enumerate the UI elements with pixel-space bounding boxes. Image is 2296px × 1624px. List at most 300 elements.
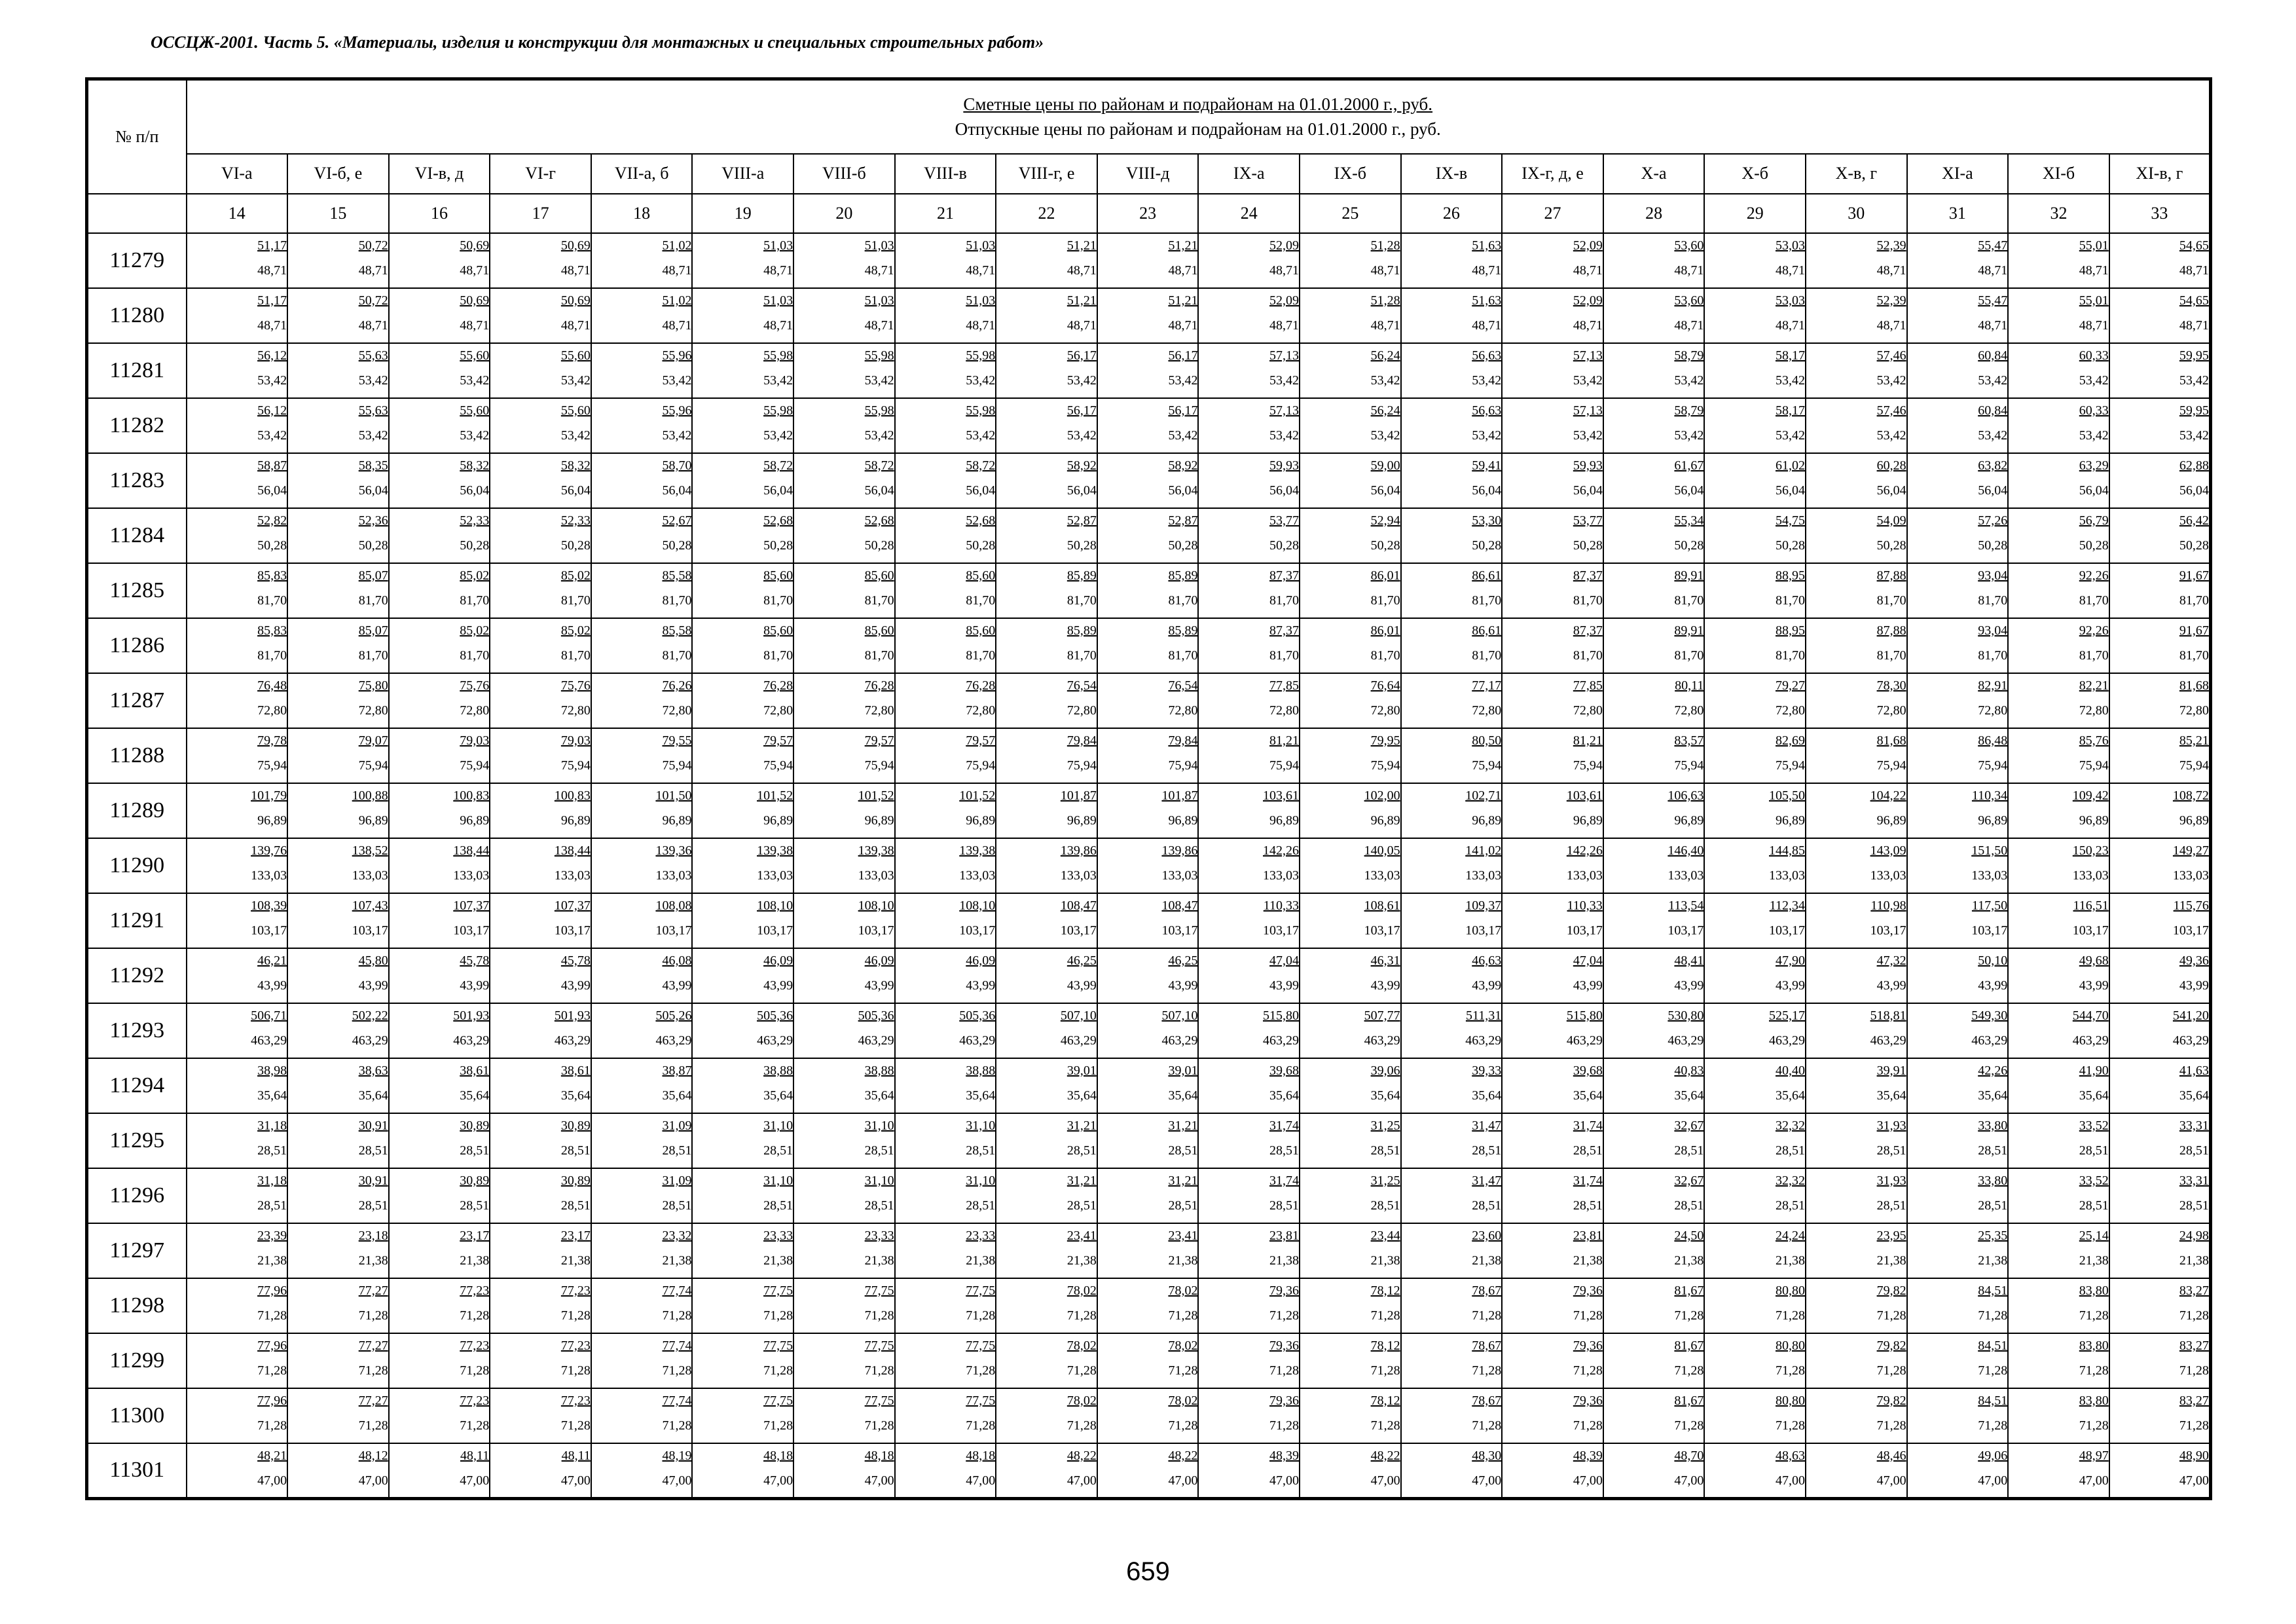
estimated-price: 40,40 <box>1776 1063 1805 1078</box>
release-price: 71,28 <box>2179 1363 2209 1378</box>
estimated-price: 78,67 <box>1472 1283 1502 1298</box>
estimated-price: 101,52 <box>959 788 996 803</box>
estimated-price: 77,23 <box>460 1393 490 1408</box>
price-cell <box>895 343 996 398</box>
price-cell <box>793 508 895 563</box>
estimated-price: 79,57 <box>763 733 793 748</box>
price-cell <box>187 1333 288 1388</box>
item-number: 11289 <box>87 783 187 838</box>
release-price: 96,89 <box>1674 813 1704 828</box>
release-price: 75,94 <box>1573 758 1603 773</box>
estimated-price: 57,46 <box>1876 403 1906 418</box>
release-price: 81,70 <box>1472 648 1502 663</box>
estimated-price: 77,23 <box>560 1393 591 1408</box>
release-price: 28,51 <box>2079 1198 2109 1213</box>
price-cell <box>1198 1333 1300 1388</box>
estimated-price: 77,85 <box>1573 678 1603 693</box>
release-price: 72,80 <box>460 703 490 718</box>
estimated-price: 515,80 <box>1566 1008 1603 1023</box>
estimated-price: 79,36 <box>1269 1393 1300 1408</box>
release-price: 53,42 <box>2079 428 2109 443</box>
release-price: 50,28 <box>2079 538 2109 553</box>
release-price: 47,00 <box>1776 1473 1805 1488</box>
price-cell <box>591 398 693 453</box>
estimated-price: 55,98 <box>966 403 996 418</box>
release-price: 56,04 <box>1674 483 1704 498</box>
price-cell <box>1704 1333 1806 1388</box>
price-cell <box>1603 1058 1705 1113</box>
region-header: X-б <box>1704 154 1806 194</box>
release-price: 48,71 <box>1168 318 1198 333</box>
price-cell <box>2008 563 2109 618</box>
release-price: 96,89 <box>257 813 287 828</box>
estimated-price: 139,38 <box>858 843 894 858</box>
price-cell <box>1097 233 1199 288</box>
price-cell <box>1704 563 1806 618</box>
estimated-price: 77,23 <box>460 1283 490 1298</box>
price-cell <box>389 1003 490 1058</box>
price-cell <box>2008 1168 2109 1223</box>
estimated-price: 113,54 <box>1668 898 1704 913</box>
release-price: 81,70 <box>1978 593 2008 608</box>
estimated-price: 54,65 <box>2179 238 2209 253</box>
price-cell <box>287 1278 389 1333</box>
release-price: 96,89 <box>1269 813 1300 828</box>
estimated-price: 48,30 <box>1472 1449 1502 1463</box>
price-cell <box>1097 453 1199 508</box>
price-cell <box>187 1223 288 1278</box>
estimated-price: 23,32 <box>662 1228 692 1243</box>
release-price: 28,51 <box>1776 1143 1805 1158</box>
price-cell <box>1907 1443 2009 1498</box>
estimated-price: 85,60 <box>763 623 793 638</box>
release-price: 47,00 <box>1168 1473 1198 1488</box>
column-number: 18 <box>591 194 693 233</box>
price-cell <box>2008 893 2109 948</box>
release-price: 81,70 <box>257 648 287 663</box>
estimated-price: 51,03 <box>966 293 996 308</box>
price-cell <box>2109 1113 2211 1168</box>
column-number: 22 <box>996 194 1097 233</box>
region-header: XI-в, г <box>2109 154 2211 194</box>
release-price: 133,03 <box>1769 868 1805 883</box>
release-price: 71,28 <box>1370 1418 1400 1433</box>
estimated-price: 515,80 <box>1263 1008 1300 1023</box>
estimated-price: 48,12 <box>358 1449 388 1463</box>
estimated-price: 31,10 <box>966 1173 996 1188</box>
price-cell <box>490 343 591 398</box>
release-price: 133,03 <box>554 868 591 883</box>
estimated-price: 46,09 <box>763 953 793 968</box>
price-cell <box>2109 1223 2211 1278</box>
price-cell <box>895 1443 996 1498</box>
estimated-price: 77,75 <box>763 1393 793 1408</box>
estimated-price: 48,63 <box>1776 1449 1805 1463</box>
estimated-price: 51,03 <box>864 293 894 308</box>
release-price: 28,51 <box>662 1143 692 1158</box>
estimated-price: 85,07 <box>358 623 388 638</box>
price-cell <box>1603 508 1705 563</box>
estimated-price: 93,04 <box>1978 623 2008 638</box>
estimated-price: 48,22 <box>1370 1449 1400 1463</box>
estimated-price: 85,60 <box>864 568 894 583</box>
price-cell <box>1401 728 1503 783</box>
estimated-price: 57,26 <box>1978 513 2008 528</box>
release-price: 71,28 <box>257 1418 287 1433</box>
price-cell <box>2008 288 2109 343</box>
estimated-price: 525,17 <box>1769 1008 1805 1023</box>
release-price: 96,89 <box>460 813 490 828</box>
price-cell <box>1806 563 1907 618</box>
release-price: 81,70 <box>662 648 692 663</box>
price-cell <box>996 1168 1097 1223</box>
release-price: 463,29 <box>1060 1033 1097 1048</box>
price-cell <box>1097 398 1199 453</box>
price-cell <box>389 838 490 893</box>
release-price: 43,99 <box>1978 978 2008 993</box>
release-price: 48,71 <box>1472 318 1502 333</box>
price-cell <box>2008 948 2109 1003</box>
estimated-price: 101,50 <box>655 788 692 803</box>
price-cell <box>1603 1388 1705 1443</box>
release-price: 53,42 <box>1269 373 1300 388</box>
estimated-price: 49,68 <box>2079 953 2109 968</box>
price-cell <box>1300 1058 1401 1113</box>
release-price: 53,42 <box>763 428 793 443</box>
price-cell <box>591 948 693 1003</box>
release-price: 50,28 <box>1978 538 2008 553</box>
release-price: 81,70 <box>1776 593 1805 608</box>
estimated-price: 77,74 <box>662 1283 692 1298</box>
item-number: 11301 <box>87 1443 187 1498</box>
price-cell <box>793 1388 895 1443</box>
release-price: 35,64 <box>1472 1088 1502 1103</box>
release-price: 96,89 <box>1370 813 1400 828</box>
release-price: 43,99 <box>1066 978 1097 993</box>
price-cell <box>1300 673 1401 728</box>
estimated-price: 51,21 <box>1168 293 1198 308</box>
release-price: 103,17 <box>1364 923 1400 938</box>
price-cell <box>1704 948 1806 1003</box>
estimated-price: 31,18 <box>257 1118 287 1133</box>
price-cell <box>793 398 895 453</box>
price-cell <box>2008 783 2109 838</box>
release-price: 53,42 <box>966 428 996 443</box>
estimated-price: 105,50 <box>1769 788 1805 803</box>
release-price: 71,28 <box>2179 1308 2209 1323</box>
estimated-price: 83,80 <box>2079 1338 2109 1353</box>
estimated-price: 138,52 <box>352 843 388 858</box>
estimated-price: 33,80 <box>1978 1118 2008 1133</box>
estimated-price: 79,36 <box>1573 1338 1603 1353</box>
release-price: 53,42 <box>1370 373 1400 388</box>
column-number: 33 <box>2109 194 2211 233</box>
price-table <box>85 77 2212 1500</box>
region-header: IX-б <box>1300 154 1401 194</box>
estimated-price: 24,24 <box>1776 1228 1805 1243</box>
release-price: 53,42 <box>1472 428 1502 443</box>
price-cell <box>187 1168 288 1223</box>
price-cell <box>1603 618 1705 673</box>
estimated-price: 51,02 <box>662 293 692 308</box>
estimated-price: 48,39 <box>1269 1449 1300 1463</box>
price-cell <box>692 288 793 343</box>
price-cell <box>1502 1058 1603 1113</box>
price-cell <box>1401 453 1503 508</box>
estimated-price: 139,86 <box>1060 843 1097 858</box>
release-price: 48,71 <box>1876 318 1906 333</box>
release-price: 47,00 <box>358 1473 388 1488</box>
release-price: 35,64 <box>257 1088 287 1103</box>
release-price: 50,28 <box>460 538 490 553</box>
price-cell <box>1704 398 1806 453</box>
price-cell <box>1097 673 1199 728</box>
release-price: 53,42 <box>1674 373 1704 388</box>
release-price: 48,71 <box>1168 263 1198 278</box>
price-cell <box>389 948 490 1003</box>
estimated-price: 80,11 <box>1675 678 1704 693</box>
release-price: 71,28 <box>1472 1363 1502 1378</box>
release-price: 72,80 <box>1573 703 1603 718</box>
estimated-price: 30,89 <box>560 1173 591 1188</box>
price-cell <box>2109 673 2211 728</box>
release-price: 28,51 <box>1978 1143 2008 1158</box>
release-price: 43,99 <box>358 978 388 993</box>
price-cell <box>1806 838 1907 893</box>
price-cell <box>1401 783 1503 838</box>
price-cell <box>2109 728 2211 783</box>
estimated-price: 31,10 <box>763 1173 793 1188</box>
price-cell <box>793 1003 895 1058</box>
release-price: 53,42 <box>2179 373 2209 388</box>
release-price: 71,28 <box>1573 1418 1603 1433</box>
release-price: 72,80 <box>763 703 793 718</box>
estimated-price: 48,90 <box>2179 1449 2209 1463</box>
estimated-price: 39,68 <box>1269 1063 1300 1078</box>
price-cell <box>895 1113 996 1168</box>
price-cell <box>996 508 1097 563</box>
estimated-price: 38,88 <box>966 1063 996 1078</box>
price-cell <box>1603 1333 1705 1388</box>
price-cell <box>1806 728 1907 783</box>
item-number: 11286 <box>87 618 187 673</box>
estimated-price: 23,81 <box>1573 1228 1603 1243</box>
release-price: 48,71 <box>966 318 996 333</box>
price-cell <box>1907 673 2009 728</box>
release-price: 71,28 <box>1269 1418 1300 1433</box>
release-price: 72,80 <box>1876 703 1906 718</box>
item-number: 11292 <box>87 948 187 1003</box>
estimated-price: 50,10 <box>1978 953 2008 968</box>
estimated-price: 101,87 <box>1060 788 1097 803</box>
release-price: 47,00 <box>966 1473 996 1488</box>
estimated-price: 107,37 <box>554 898 591 913</box>
table-row <box>87 343 2211 398</box>
price-cell <box>692 1113 793 1168</box>
release-price: 43,99 <box>1573 978 1603 993</box>
release-price: 81,70 <box>1269 648 1300 663</box>
release-price: 43,99 <box>1168 978 1198 993</box>
release-price: 133,03 <box>251 868 287 883</box>
column-number: 20 <box>793 194 895 233</box>
price-cell <box>793 1443 895 1498</box>
estimated-price: 77,23 <box>560 1338 591 1353</box>
price-cell <box>389 1058 490 1113</box>
estimated-price: 51,02 <box>662 238 692 253</box>
estimated-price: 79,55 <box>662 733 692 748</box>
release-price: 21,38 <box>1776 1253 1805 1268</box>
release-price: 28,51 <box>1978 1198 2008 1213</box>
release-price: 81,70 <box>1674 593 1704 608</box>
estimated-price: 78,12 <box>1370 1283 1400 1298</box>
price-cell <box>1806 1113 1907 1168</box>
estimated-price: 150,23 <box>2072 843 2109 858</box>
item-number: 11284 <box>87 508 187 563</box>
estimated-price: 31,21 <box>1066 1173 1097 1188</box>
estimated-price: 78,02 <box>1066 1338 1097 1353</box>
price-cell <box>187 1443 288 1498</box>
estimated-price: 60,33 <box>2079 348 2109 363</box>
price-cell <box>1300 1223 1401 1278</box>
release-price: 28,51 <box>2179 1198 2209 1213</box>
price-cell <box>2109 508 2211 563</box>
release-price: 133,03 <box>1263 868 1300 883</box>
price-cell <box>996 783 1097 838</box>
price-cell <box>490 893 591 948</box>
estimated-price: 102,00 <box>1364 788 1400 803</box>
release-price: 47,00 <box>1573 1473 1603 1488</box>
price-cell <box>1907 343 2009 398</box>
release-price: 28,51 <box>763 1143 793 1158</box>
price-cell <box>1198 1278 1300 1333</box>
estimated-price: 86,61 <box>1472 568 1502 583</box>
release-price: 103,17 <box>2172 923 2209 938</box>
price-cell <box>490 1223 591 1278</box>
release-price: 75,94 <box>1978 758 2008 773</box>
price-cell <box>692 948 793 1003</box>
release-price: 48,71 <box>1269 318 1300 333</box>
release-price: 47,00 <box>2179 1473 2209 1488</box>
price-cell <box>1806 673 1907 728</box>
release-price: 71,28 <box>763 1363 793 1378</box>
estimated-price: 58,70 <box>662 458 692 473</box>
estimated-price: 50,69 <box>460 238 490 253</box>
price-cell <box>996 893 1097 948</box>
release-price: 463,29 <box>1566 1033 1603 1048</box>
price-cell <box>1097 563 1199 618</box>
release-price: 50,28 <box>1066 538 1097 553</box>
estimated-price: 78,02 <box>1066 1283 1097 1298</box>
release-price: 71,28 <box>763 1418 793 1433</box>
column-number: 15 <box>287 194 389 233</box>
estimated-price: 544,70 <box>2072 1008 2109 1023</box>
release-price: 28,51 <box>460 1198 490 1213</box>
release-price: 21,38 <box>1876 1253 1906 1268</box>
release-price: 71,28 <box>864 1308 894 1323</box>
release-price: 47,00 <box>1876 1473 1906 1488</box>
release-price: 35,64 <box>1776 1088 1805 1103</box>
column-number: 23 <box>1097 194 1199 233</box>
estimated-price: 31,21 <box>1066 1118 1097 1133</box>
price-cell <box>591 1058 693 1113</box>
estimated-price: 48,97 <box>2079 1449 2109 1463</box>
estimated-price: 49,36 <box>2179 953 2209 968</box>
estimated-price: 116,51 <box>2073 898 2109 913</box>
estimated-price: 143,09 <box>1870 843 1906 858</box>
price-cell <box>591 288 693 343</box>
estimated-price: 144,85 <box>1769 843 1805 858</box>
release-price: 463,29 <box>959 1033 996 1048</box>
release-price: 56,04 <box>966 483 996 498</box>
estimated-price: 87,88 <box>1876 568 1906 583</box>
release-price: 71,28 <box>1472 1418 1502 1433</box>
estimated-price: 77,27 <box>358 1393 388 1408</box>
item-number: 11282 <box>87 398 187 453</box>
release-price: 133,03 <box>757 868 793 883</box>
price-cell <box>996 233 1097 288</box>
estimated-price: 85,89 <box>1066 568 1097 583</box>
release-price: 48,71 <box>763 263 793 278</box>
price-cell <box>287 838 389 893</box>
price-cell <box>1502 673 1603 728</box>
price-cell <box>895 1058 996 1113</box>
estimated-price: 87,37 <box>1269 568 1300 583</box>
release-price: 133,03 <box>1566 868 1603 883</box>
price-cell <box>692 343 793 398</box>
release-price: 48,71 <box>358 263 388 278</box>
estimated-price: 39,01 <box>1168 1063 1198 1078</box>
release-price: 35,64 <box>1573 1088 1603 1103</box>
price-cell <box>1603 288 1705 343</box>
price-cell <box>1198 893 1300 948</box>
release-price: 103,17 <box>554 923 591 938</box>
release-price: 72,80 <box>1269 703 1300 718</box>
release-price: 48,71 <box>560 318 591 333</box>
estimated-price: 31,10 <box>966 1118 996 1133</box>
release-price: 81,70 <box>358 648 388 663</box>
release-price: 50,28 <box>1573 538 1603 553</box>
price-cell <box>895 783 996 838</box>
price-cell <box>692 1388 793 1443</box>
release-price: 463,29 <box>1667 1033 1704 1048</box>
release-price: 50,28 <box>358 538 388 553</box>
estimated-price: 33,80 <box>1978 1173 2008 1188</box>
price-cell <box>895 1168 996 1223</box>
estimated-price: 55,34 <box>1674 513 1704 528</box>
price-cell <box>793 948 895 1003</box>
item-number: 11285 <box>87 563 187 618</box>
estimated-price: 142,26 <box>1566 843 1603 858</box>
estimated-price: 52,09 <box>1269 293 1300 308</box>
release-price: 48,71 <box>864 318 894 333</box>
release-price: 96,89 <box>1066 813 1097 828</box>
estimated-price: 58,79 <box>1674 403 1704 418</box>
estimated-price: 79,57 <box>864 733 894 748</box>
region-header: XI-а <box>1907 154 2009 194</box>
estimated-price: 55,96 <box>662 403 692 418</box>
price-cell <box>1907 948 2009 1003</box>
release-price: 28,51 <box>1472 1143 1502 1158</box>
estimated-price: 93,04 <box>1978 568 2008 583</box>
price-cell <box>1300 343 1401 398</box>
price-cell <box>187 453 288 508</box>
estimated-price: 530,80 <box>1667 1008 1704 1023</box>
price-cell <box>895 288 996 343</box>
price-cell <box>2109 343 2211 398</box>
estimated-price: 48,41 <box>1674 953 1704 968</box>
estimated-price: 79,03 <box>460 733 490 748</box>
estimated-price: 52,09 <box>1573 293 1603 308</box>
